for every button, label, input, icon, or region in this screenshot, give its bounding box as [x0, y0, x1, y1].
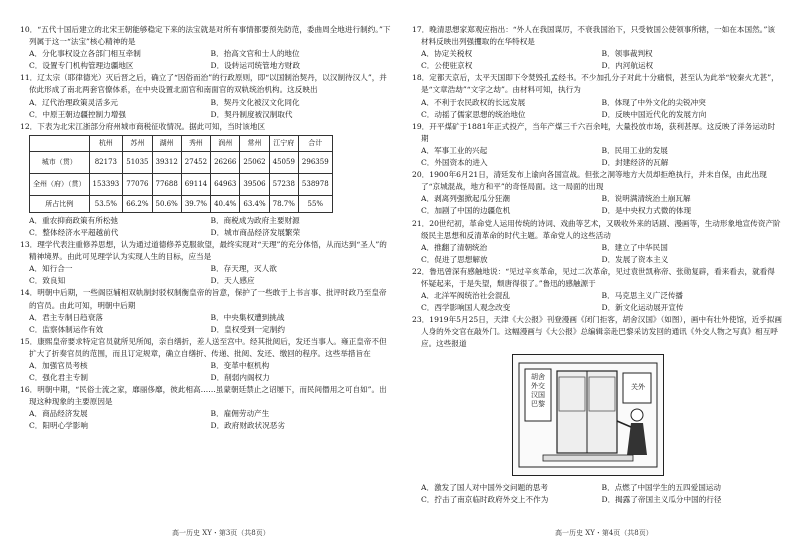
question-stem: 21．20世纪初，革命党人运用传统的诗词、戏曲等艺术，又吸收外来的话剧、漫画等，生动形象地宣传资产阶级民主思想和反清革命的时代主题。革命党人的这些活动: [412, 218, 781, 240]
question-stem: 16．明朝中期，“民俗士流之家，靡丽侈靡，彼此相高……虽蒙朝廷禁止之诏屡下，而民间僭用之可自如”。出现这种现象的主要原因是: [20, 385, 387, 407]
table-cell: [30, 135, 90, 151]
tax-table: [29, 135, 333, 213]
table-cell: 39312: [152, 151, 181, 173]
option-b: B．建立了中华民国: [601, 242, 668, 252]
option-b: B．变革中枢机构: [210, 360, 270, 370]
option-d: D．内河航运权: [601, 61, 654, 71]
option-a: A．分化事权设立各部门相互牵制: [29, 49, 141, 59]
table-cell: 江宁府: [269, 135, 298, 151]
option-d: D．天人感应: [210, 276, 255, 286]
question-17: [412, 24, 782, 72]
question-stem: 22．鲁迅曾深有感触地说：“见过辛亥革命，见过二次革命，见过袁世凯称帝、张勋复辟，看来看去，就看得怀疑起来，于是失望，颓唐得很了。”鲁迅的感触源于: [412, 266, 775, 288]
option-b: B．说明满清统治土崩瓦解: [601, 194, 691, 204]
table-cell: 53.5%: [89, 195, 123, 212]
option-c: C．整体经济水平超越前代: [29, 227, 119, 237]
cartoon-illustration: [512, 354, 664, 476]
option-d: D．发展了资本主义: [601, 254, 669, 264]
cartoon-door-label: 关外: [631, 382, 645, 391]
table-cell: 40.4%: [211, 195, 240, 212]
table-row: [30, 151, 333, 173]
option-a: A．北洋军阀统治社会混乱: [421, 291, 511, 301]
table-cell: 51035: [123, 151, 152, 173]
option-c: C．拧击了南京临时政府外交上不作为: [421, 494, 549, 504]
table-cell: 苏州: [123, 135, 152, 151]
option-c: C．公使驻京权: [421, 61, 473, 71]
option-c: C．加剧了中国的边疆危机: [421, 206, 511, 216]
question-stem: 23．1919年5月25日，天津《大公报》刊登漫画《闭门拒客，胡舍汉国》（如图），画中有壮外使馆，近乎拟画人身的外交官在敲外门。这幅漫画与《大公报》总编辑亲赴巴黎采访发回的通讯《外交人物之写真》相互呼应。这些报道: [412, 315, 783, 349]
option-a: A．推翻了清朝统治: [421, 242, 488, 252]
option-b: B．领事裁判权: [601, 49, 653, 59]
option-b: B．马克思主义广泛传播: [601, 291, 684, 301]
question-11: [20, 72, 392, 120]
table-cell: 秀州: [181, 135, 210, 151]
question-20: [412, 169, 782, 217]
question-18: [412, 72, 782, 120]
question-16: [20, 384, 392, 432]
table-cell: 杭州: [89, 135, 123, 151]
question-stem: 10．“五代十国后建立的北宋王朝能够稳定下来的法宝就是对所有事情都要预先防范，委曲周全地进行制约。”下列属于这一“法宝”核心精神的是: [20, 25, 391, 47]
option-c: C．外国资本的进入: [421, 158, 488, 168]
table-cell: 润州: [211, 135, 240, 151]
table-cell: 153393: [89, 173, 123, 195]
table-cell: 82173: [89, 151, 123, 173]
option-a: A．辽代治理政策灵活多元: [29, 97, 119, 107]
option-c: C．强化君主专制: [29, 373, 88, 383]
question-12: [20, 121, 392, 239]
table-cell: 55%: [298, 195, 332, 212]
table-cell: 538978: [298, 173, 332, 195]
table-cell: 常州: [240, 135, 269, 151]
sign-text: 胡舍: [531, 372, 545, 381]
left-column: [20, 24, 392, 433]
option-a: A．协定关税权: [421, 49, 473, 59]
table-cell: 26266: [211, 151, 240, 173]
table-cell: 57238: [269, 173, 298, 195]
option-d: D．城市商品经济发展繁荣: [210, 227, 301, 237]
cartoon-sign-text: [527, 373, 549, 409]
option-a: A．激发了国人对中国外交问题的思考: [421, 482, 548, 492]
option-a: A．剥离列强掀起瓜分狂潮: [421, 194, 511, 204]
table-cell: 296359: [298, 151, 332, 173]
table-cell: 城市（贯）: [30, 151, 90, 173]
option-b: B．点燃了中国学生的五四爱国运动: [601, 482, 721, 492]
table-cell: 77076: [123, 173, 152, 195]
option-b: B．中央集权遭到挑战: [210, 312, 285, 322]
option-c: C．动摇了儒家思想的统治地位: [421, 109, 526, 119]
question-stem: 18．定都天京后，太平天国即下令焚毁孔孟经书。不少加孔分子对此十分痛恨，甚至认为此举“较秦火尤甚”，是“文章浩劫”“文字之劫”。由材料可知，执行为: [412, 73, 779, 95]
option-b: B．雇佣劳动产生: [210, 409, 270, 419]
table-cell: 50.6%: [152, 195, 181, 212]
option-b: B．体现了中外文化的尖锐冲突: [601, 97, 706, 107]
option-b: B．民用工业的发展: [601, 145, 668, 155]
table-cell: 66.2%: [123, 195, 152, 212]
table-cell: 25062: [240, 151, 269, 173]
question-19: [412, 121, 782, 169]
sign-text: 外交: [531, 381, 545, 390]
option-d: D．揭露了帝国主义瓜分中国的行径: [601, 494, 722, 504]
question-22: [412, 266, 782, 314]
question-23: [412, 314, 782, 505]
option-c: C．西学影响国人观念改变: [421, 303, 511, 313]
question-stem: 14．明朝中后期，一些阁臣辅相双轨制封驳权制衡皇帝的旨意，保护了一些敢于上书言事、批评时政乃至皇帝的官员。由此可知，明朝中后期: [20, 288, 387, 310]
option-c: C．监察体制运作有效: [29, 324, 104, 334]
question-15: [20, 336, 392, 384]
option-d: D．反映中国近代化的发展方向: [601, 109, 707, 119]
table-cell: 所占比例: [30, 195, 90, 212]
option-d: D．契丹制度被汉制取代: [210, 109, 293, 119]
table-cell: 39506: [240, 173, 269, 195]
option-d: D．政府财政状况恶劣: [210, 421, 285, 431]
option-a: A．知行合一: [29, 264, 73, 274]
question-stem: 13．理学代表注重修养思想，认为通过道德修养克服欲望，最终实现对“天理”的充分体悟，从而达到“圣人”的精神境界。由此可见理学认为实现人生的目标，应当是: [20, 240, 387, 262]
table-cell: 78.7%: [269, 195, 298, 212]
option-d: D．新文化运动展开宣传: [601, 303, 684, 313]
option-b: B．存天理，灭人欲: [210, 264, 277, 274]
table-cell: 69114: [181, 173, 210, 195]
question-stem: 19．开平煤矿于1881年正式投产，当年产煤三千六百余吨，大量投放市场，获利甚厚。这反映了洋务运动时期: [412, 121, 776, 143]
option-d: D．皇权受到一定制约: [210, 324, 285, 334]
page-footer-left: 高一历史 XY・第3页（共8页）: [172, 529, 270, 537]
table-cell: 77688: [152, 173, 181, 195]
option-d: D．设转运司统管地方财政: [210, 61, 301, 71]
right-column: [412, 24, 782, 506]
table-cell: 63.4%: [240, 195, 269, 212]
question-stem: 12．下表为北宋江浙部分府州城市商税征收情况。据此可知，当时该地区: [20, 121, 266, 131]
question-14: [20, 287, 392, 335]
question-stem: 17．晚清思想家郑观应指出：“外人在我国谋厉，不衰我国治下，只受彼国公使领事所辖，一如在本国然。”该材料反映出列强攫取的在华特权是: [412, 25, 775, 47]
option-d: D．是中央权力式微的体现: [601, 206, 692, 216]
table-row: [30, 195, 333, 212]
question-stem: 15．康熙皇帝要求特定官员就所见所闻，亲自缮折，差人送至宫中。经其批阅后，发还当事人。雍正皇帝不但扩大了折奏官员的范围，而且订定规章，确立自缮折、传递、批阅、发还、缴回的程序。这些举措旨在: [20, 336, 387, 358]
table-cell: 45059: [269, 151, 298, 173]
option-d: D．封建经济的瓦解: [601, 158, 669, 168]
option-a: A．军事工业的兴起: [421, 145, 488, 155]
sign-text: 汉国: [531, 390, 545, 399]
option-c: C．致良知: [29, 276, 66, 286]
table-cell: 合计: [298, 135, 332, 151]
question-13: [20, 239, 392, 287]
question-stem: 20．1900年6月21日，清廷发布上谕向各国宣战。但张之洞等地方大员却拒绝执行，并未自保，由此出现了“京城混战，地方和平”的奇怪局面。这一局面的出现: [412, 170, 767, 192]
table-cell: 27452: [181, 151, 210, 173]
option-a: A．不利于农民政权的长远发展: [421, 97, 526, 107]
option-b: B．契丹文化被汉文化同化: [210, 97, 300, 107]
question-10: [20, 24, 392, 72]
table-row: [30, 173, 333, 195]
option-a: A．商品经济发展: [29, 409, 88, 419]
option-c: C．中原王朝边疆控制力增强: [29, 109, 126, 119]
question-stem: 11．辽太宗（耶律德光）灭后晋之后，确立了“因俗而治”的行政原则，即“以国制治契丹，以汉制待汉人”，并依此形成了南北两套官僚体系，在中央设置北面官和南面官的双轨统治机构。这反映出: [20, 73, 387, 95]
option-b: B．商税成为政府主要财源: [210, 215, 300, 225]
option-b: B．抬高文官和士人的地位: [210, 49, 300, 59]
sign-text: 巴黎: [531, 399, 545, 408]
question-21: [412, 218, 782, 266]
table-cell: 全州（府）（贯）: [30, 173, 90, 195]
option-c: C．阳明心学影响: [29, 421, 88, 431]
table-cell: 64963: [211, 173, 240, 195]
option-a: A．重农抑商政策有所松弛: [29, 215, 119, 225]
table-cell: 39.7%: [181, 195, 210, 212]
option-c: C．促进了思想解放: [421, 254, 488, 264]
option-a: A．加强官员考核: [29, 360, 88, 370]
option-d: D．削弱内阁权力: [210, 373, 270, 383]
table-cell: 湖州: [152, 135, 181, 151]
option-c: C．设置专门机构管理边疆地区: [29, 61, 134, 71]
page-footer-right: 高一历史 XY・第4页（共8页）: [555, 529, 653, 537]
option-a: A．君主专制日趋衰落: [29, 312, 103, 322]
table-header-row: [30, 135, 333, 151]
